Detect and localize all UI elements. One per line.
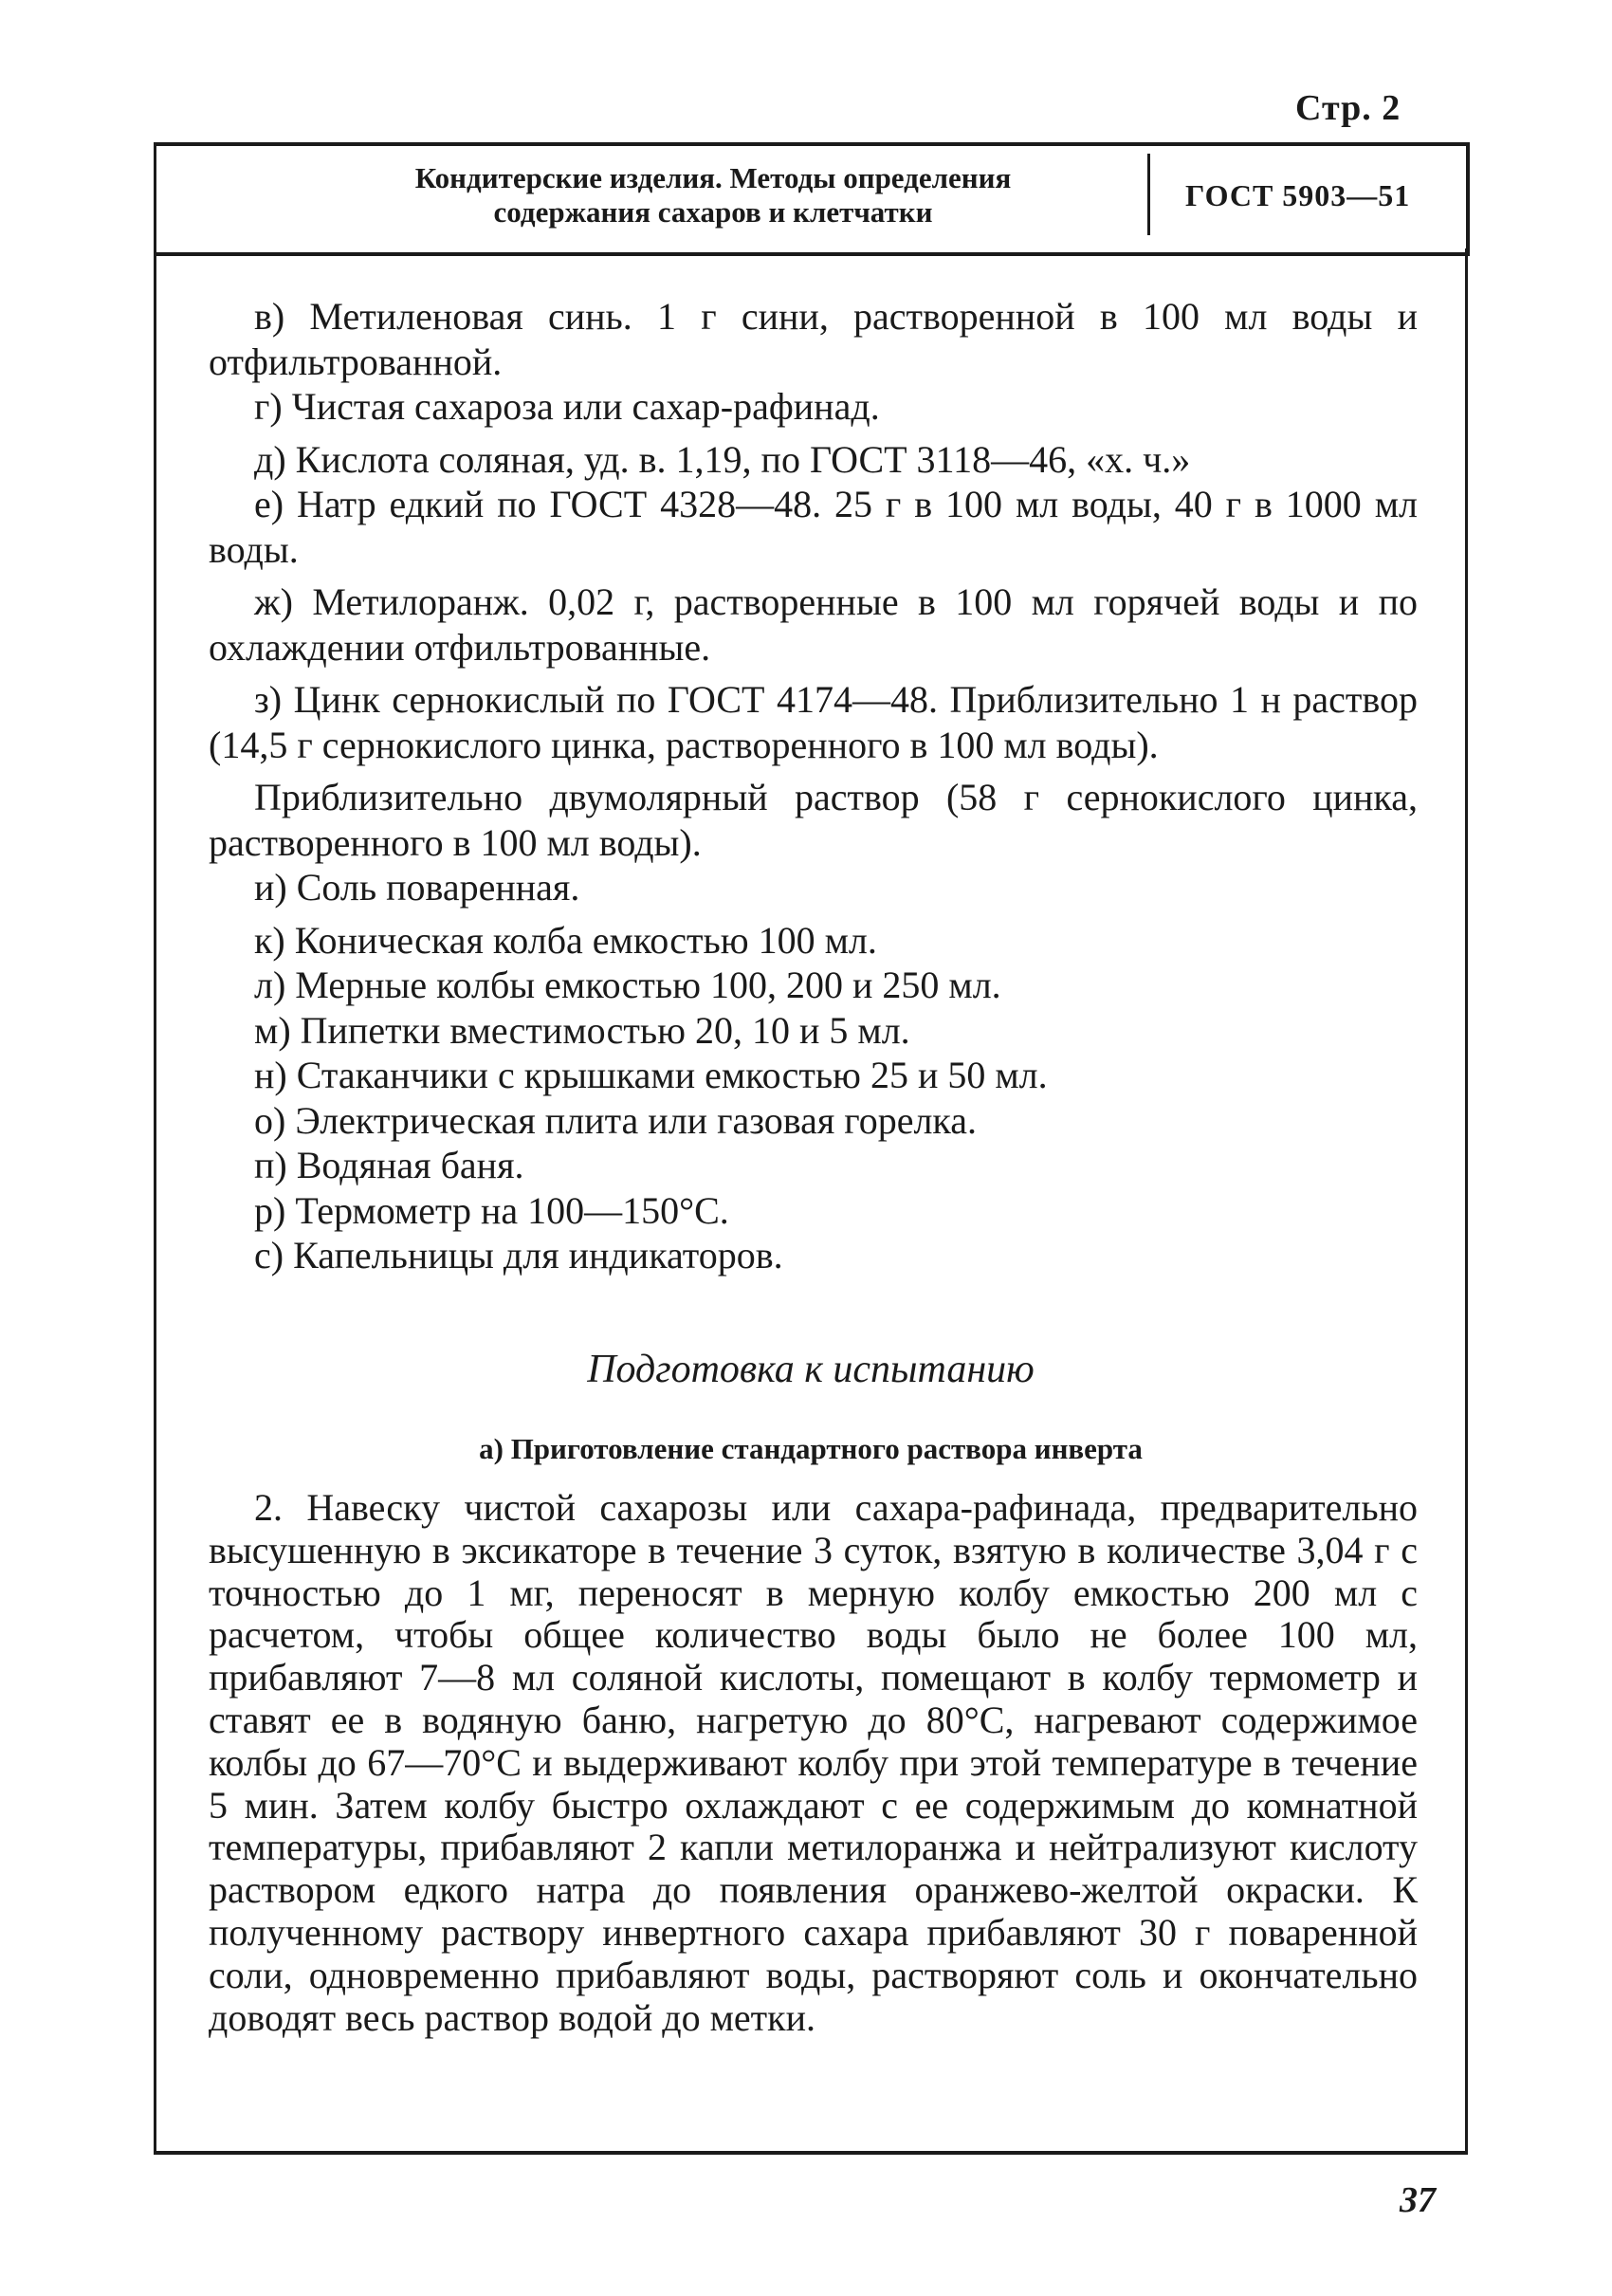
document-title-line1: Кондитерские изделия. Методы определения — [414, 161, 1012, 194]
reagents-list — [209, 294, 1418, 1278]
header-divider — [1147, 154, 1150, 235]
list-item: с) Капельницы для индикаторов. — [254, 1234, 783, 1277]
list-item: е) Натр едкий по ГОСТ 4328—48. 25 г в 100 мл воды, 40 г в 1000 мл воды. — [209, 483, 1418, 571]
list-item: з) Цинк сернокислый по ГОСТ 4174—48. Приблизительно 1 н раствор (14,5 г сернокислого цинка, растворенного в 100 мл воды). — [209, 678, 1418, 766]
section-heading: Подготовка к испытанию — [587, 1348, 1035, 1391]
standard-number: ГОСТ 5903—51 — [1185, 178, 1411, 212]
document-header — [154, 142, 1470, 256]
list-item: л) Мерные колбы емкостью 100, 200 и 250 мл. — [254, 964, 1001, 1006]
subsection-heading: а) Приготовление стандартного раствора инверта — [479, 1432, 1143, 1465]
list-item: д) Кислота соляная, уд. в. 1,19, по ГОСТ 3118—46, «х. ч.» — [254, 437, 1191, 481]
procedure-paragraph: 2. Навеску чистой сахарозы или сахара-рафинада, предварительно высушенную в эксикаторе в течение 3 суток, взятую в количестве 3,04 г с точностью до 1 мг, переносят в мерную колбу емкостью 200 мл с расчетом, чтобы общее количество воды было не более 100 мл, прибавляют 7—8 мл соляной кислоты, помещают в колбу термометр и ставят ее в водяную баню, нагретую до 80°С, нагревают содержимое колбы до 67—70°С и выдерживают колбу при этой температуре в течение 5 мин. Затем колбу быстро охлаждают с ее содержимым до комнатной температуры, прибавляют 2 капли метилоранжа и нейтрализуют кислоту раствором едкого натра до появления оранжево-желтой окраски. К полученному раствору инвертного сахара прибавляют 30 г поваренной соли, одновременно прибавляют воды, растворяют соль и окончательно доводят весь раствор водой до метки. — [209, 1486, 1418, 2039]
list-item: н) Стаканчики с крышками емкостью 25 и 50 мл. — [254, 1054, 1048, 1096]
page-label: Стр. 2 — [1295, 88, 1401, 128]
list-item: и) Соль поваренная. — [254, 866, 580, 909]
page-number: 37 — [1400, 2180, 1436, 2220]
list-item: о) Электрическая плита или газовая горелка. — [254, 1098, 978, 1142]
list-item: м) Пипетки вместимостью 20, 10 и 5 мл. — [254, 1008, 910, 1052]
list-item: в) Метиленовая синь. 1 г сини, растворенной в 100 мл воды и отфильтрованной. — [209, 295, 1418, 383]
list-item: ж) Метилоранж. 0,02 г, растворенные в 100 мл горячей воды и по охлаждении отфильтрованные. — [209, 580, 1418, 669]
document-title — [192, 161, 1235, 230]
document-title-line2: содержания сахаров и клетчатки — [493, 195, 933, 229]
list-item: п) Водяная баня. — [254, 1144, 524, 1186]
list-item: г) Чистая сахароза или сахар-рафинад. — [254, 385, 880, 428]
frame-bottom-rule — [154, 2151, 1468, 2155]
list-item: к) Коническая колба емкостью 100 мл. — [254, 918, 877, 962]
list-item: Приблизительно двумолярный раствор (58 г сернокислого цинка, растворенного в 100 мл воды). — [209, 776, 1418, 864]
list-item: р) Термометр на 100—150°С. — [254, 1188, 729, 1232]
frame-left-rule — [154, 142, 156, 2153]
frame-right-rule — [1465, 248, 1468, 2151]
